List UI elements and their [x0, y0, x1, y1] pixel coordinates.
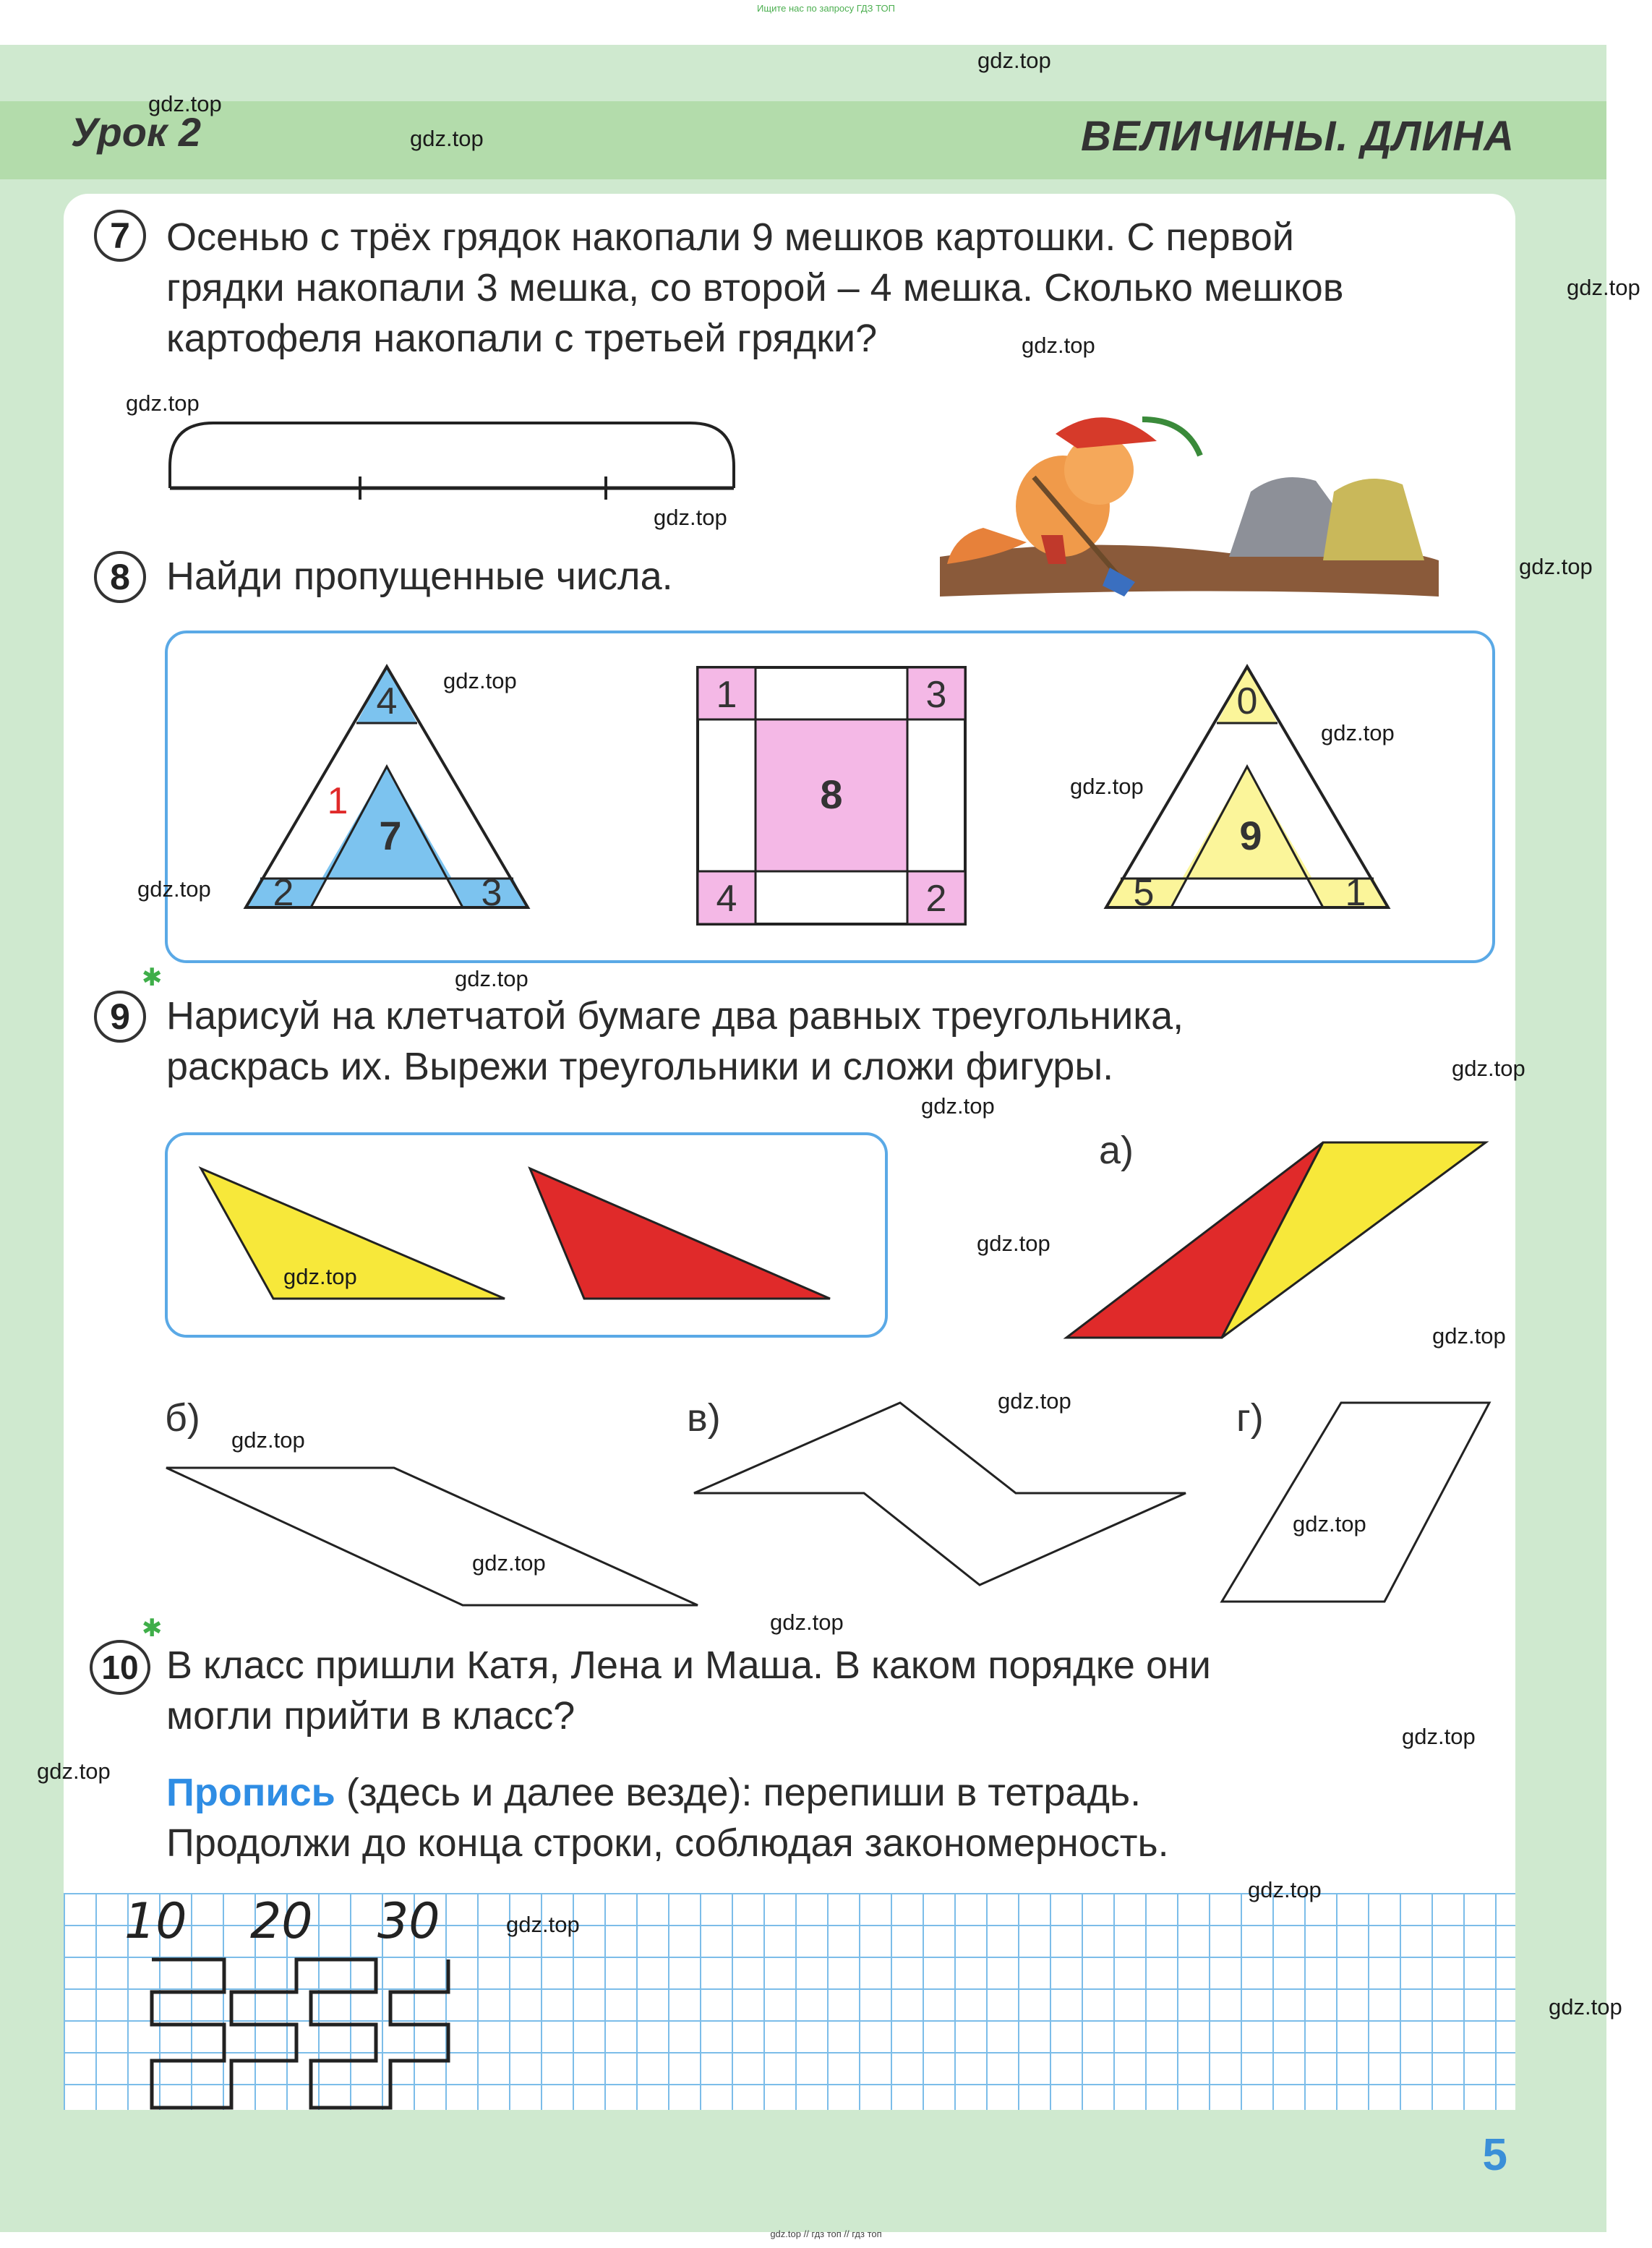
fox-hat	[1056, 417, 1157, 448]
task-9-line-2: раскрась их. Вырежи треугольники и сложи фигуры.	[166, 1045, 1114, 1088]
figure-g-shape	[1222, 1403, 1489, 1602]
watermark: gdz.top	[1070, 774, 1144, 799]
propis-number-3: 30	[377, 1893, 440, 1950]
watermark: gdz.top	[1452, 1056, 1525, 1081]
top-note: Ищите нас по запросу ГДЗ ТОП	[757, 3, 895, 14]
task-10-number: 10	[90, 1640, 150, 1695]
tri2-top-value: 0	[1236, 680, 1258, 722]
tri1-top-value: 4	[376, 680, 398, 722]
square-top-right-value: 3	[925, 674, 947, 716]
watermark: gdz.top	[1432, 1323, 1506, 1349]
watermark: gdz.top	[977, 1231, 1050, 1256]
segment-brace	[170, 423, 734, 488]
watermark: gdz.top	[126, 390, 200, 416]
task-7-segment-diagram	[159, 416, 752, 503]
red-triangle	[530, 1168, 830, 1299]
task-7-line-2: грядки накопали 3 мешка, со второй – 4 мешка. Сколько мешков	[166, 266, 1344, 309]
lesson-title: Урок 2	[71, 109, 202, 155]
number-square	[694, 664, 969, 931]
figure-g-outline	[1215, 1396, 1504, 1612]
potato-sack-yellow	[1323, 479, 1424, 560]
watermark: gdz.top	[443, 668, 517, 693]
tri2-bottom-left-value: 5	[1133, 872, 1155, 914]
topic-title: ВЕЛИЧИНЫ. ДЛИНА	[1081, 113, 1515, 160]
square-bottom-left-value: 4	[716, 878, 737, 920]
figure-v-shape	[694, 1403, 1186, 1585]
task-9-triangle-pieces	[165, 1132, 888, 1342]
watermark: gdz.top	[410, 126, 484, 151]
watermark: gdz.top	[1402, 1724, 1476, 1749]
task-9-text	[166, 991, 1395, 1092]
watermark: gdz.top	[137, 876, 211, 902]
propis-pattern-path	[152, 1959, 448, 2108]
tri2-center-value: 9	[1239, 813, 1262, 858]
watermark: gdz.top	[654, 505, 727, 530]
tri1-bottom-left-value: 2	[273, 872, 294, 914]
task-7-number: 7	[94, 210, 146, 262]
watermark: gdz.top	[1022, 333, 1095, 358]
watermark: gdz.top	[921, 1093, 995, 1119]
figure-v-outline	[687, 1396, 1193, 1598]
watermark: gdz.top	[231, 1427, 305, 1453]
task-10-star-icon: ✱	[142, 1615, 163, 1642]
watermark: gdz.top	[472, 1550, 546, 1576]
square-center-value: 8	[820, 772, 843, 817]
watermark: gdz.top	[1293, 1511, 1366, 1537]
propis-line-2: Продолжи до конца строки, соблюдая закономерность.	[166, 1821, 1169, 1865]
propis-instruction	[166, 1767, 1486, 1868]
watermark: gdz.top	[283, 1264, 357, 1289]
tri1-bottom-right-value: 3	[481, 872, 502, 914]
watermark: gdz.top	[1567, 275, 1640, 300]
number-triangle-2	[1099, 658, 1417, 933]
propis-number-1: 10	[124, 1893, 187, 1950]
task-10-line-2: могли прийти в класс?	[166, 1694, 575, 1738]
task-7-line-1: Осенью с трёх грядок накопали 9 мешков картошки. С первой	[166, 215, 1294, 259]
number-triangle-1	[239, 658, 557, 933]
watermark: gdz.top	[37, 1758, 111, 1784]
propis-title: Пропись	[166, 1771, 335, 1814]
task-9-number: 9	[94, 991, 146, 1043]
task-9-line-1: Нарисуй на клетчатой бумаге два равных треугольника,	[166, 994, 1184, 1038]
tri1-side-value: 1	[327, 780, 348, 822]
fox-digging-illustration	[940, 390, 1446, 600]
watermark: gdz.top	[455, 966, 528, 991]
figure-b-outline	[159, 1461, 709, 1620]
figure-a-label: а)	[1099, 1129, 1134, 1172]
page-number: 5	[1482, 2130, 1507, 2180]
square-top-left-value: 1	[716, 674, 737, 716]
watermark: gdz.top	[770, 1610, 844, 1635]
propis-number-2: 20	[250, 1893, 313, 1950]
task-8-text: Найди пропущенные числа.	[166, 555, 673, 598]
task-10-line-1: В класс пришли Катя, Лена и Маша. В каком порядке они	[166, 1644, 1211, 1687]
task-10-text	[166, 1640, 1486, 1741]
propis-line-1	[166, 1767, 1486, 1818]
bottom-note: gdz.top // гдз топ // гдз топ	[770, 2228, 882, 2239]
task-8-number: 8	[94, 551, 146, 603]
tri2-bottom-right-value: 1	[1345, 872, 1366, 914]
square-bottom-right-value: 2	[925, 878, 947, 920]
watermark: gdz.top	[998, 1388, 1071, 1414]
figure-a-parallelogram	[1063, 1128, 1497, 1345]
watermark: gdz.top	[1549, 1994, 1622, 2020]
tri1-center-value: 7	[379, 813, 402, 858]
watermark: gdz.top	[506, 1912, 580, 1937]
figure-b-label: б)	[165, 1396, 200, 1440]
watermark: gdz.top	[1519, 554, 1593, 579]
figure-g-label: г)	[1236, 1396, 1264, 1440]
watermark: gdz.top	[1248, 1877, 1322, 1902]
propis-pattern	[145, 1952, 506, 2119]
task-7-line-3: картофеля накопали с третьей грядки?	[166, 317, 878, 360]
watermark: gdz.top	[977, 48, 1051, 73]
task-9-star-icon: ✱	[142, 964, 163, 991]
figure-v-label: в)	[687, 1396, 721, 1440]
figure-b-shape	[166, 1468, 698, 1605]
propis-line-1-rest: (здесь и далее везде): перепиши в тетрадь.	[335, 1771, 1142, 1814]
task-7-text	[166, 212, 1486, 364]
watermark: gdz.top	[1321, 720, 1395, 745]
watermark: gdz.top	[148, 91, 222, 116]
